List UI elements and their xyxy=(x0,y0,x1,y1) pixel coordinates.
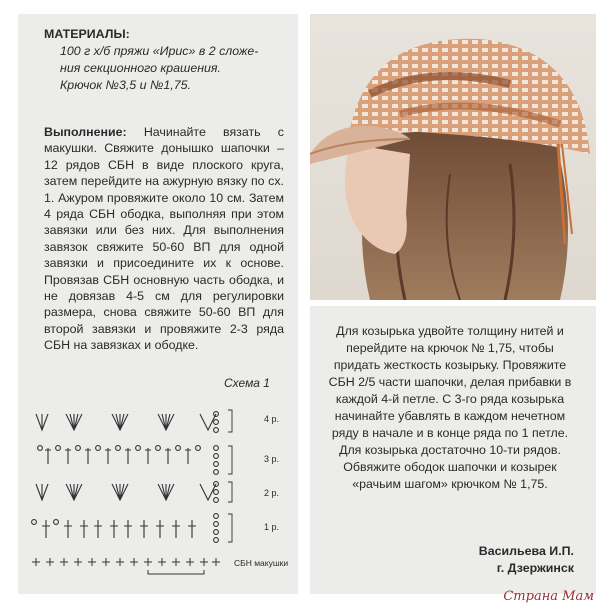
row-label-base: СБН макушки xyxy=(234,558,289,568)
row-label-1: 1 р. xyxy=(264,522,280,532)
site-watermark: Страна Мам xyxy=(503,589,594,604)
materials-heading: МАТЕРИАЛЫ: xyxy=(44,27,130,41)
crochet-chart xyxy=(28,398,298,578)
author-city: г. Дзержинск xyxy=(496,561,574,575)
row-label-3: 3 р. xyxy=(264,454,280,464)
execution-text: Начинайте вязать с макушки. Свяжите донышко шапочки – 12 рядов СБН в виде плоского круга, затем перейдите на ажурную вязку по сх. 1. Ажуром провяжите около 10 см. Затем 4 ряда СБН ободка, выполняя при этом завязки или без них. Для выполнения завязок свяжите 50-60 ВП для одной завязки и присоедините их к основе. Провязав СБН основную часть ободка, и не довязав 4-5 см для регулировки размера, снова свяжите 50-60 ВП для второй завязки и провяжите 2-3 ряда СБН на завязках и ободке. xyxy=(44,125,284,353)
row-4-symbols xyxy=(36,412,218,433)
materials-line: 100 г х/б пряжи «Ирис» в 2 сложе- xyxy=(60,44,259,58)
photo-model-in-hat xyxy=(310,14,596,300)
row-label-4: 4 р. xyxy=(264,414,280,424)
row-3-symbols xyxy=(38,446,219,475)
row-1-symbols xyxy=(32,514,219,543)
execution-label: Выполнение: xyxy=(44,125,127,139)
author-block xyxy=(479,543,574,577)
execution-block xyxy=(44,124,284,354)
row-2-symbols xyxy=(36,482,218,503)
row-label-2: 2 р. xyxy=(264,488,280,498)
scheme-title: Схема 1 xyxy=(224,376,270,390)
author-name: Васильева И.П. xyxy=(478,544,574,558)
crochet-diagram xyxy=(28,398,298,583)
base-row-symbols xyxy=(32,558,220,574)
materials-line: ния секционного крашения. xyxy=(60,61,221,75)
visor-instructions: Для козырька удвойте толщину нитей и перейдите на крючок № 1,75, чтобы придать жесткость козырьку. Провяжите СБН 2/5 части шапочки, делая прибавки в каждой 4-й петле. С 3-го ряда козырька начинайте убавлять в каждом нечетном ряду в начале и в конце ряда по 1 петле. Для козырька достаточно 10-ти рядов. Обвяжите ободок шапочки и козырек «рачьим шагом» крючком № 1,75. xyxy=(328,324,572,491)
model-illustration xyxy=(310,14,596,300)
row-brackets xyxy=(228,410,232,542)
materials-block xyxy=(44,26,292,94)
materials-line: Крючок №3,5 и №1,75. xyxy=(60,78,191,92)
